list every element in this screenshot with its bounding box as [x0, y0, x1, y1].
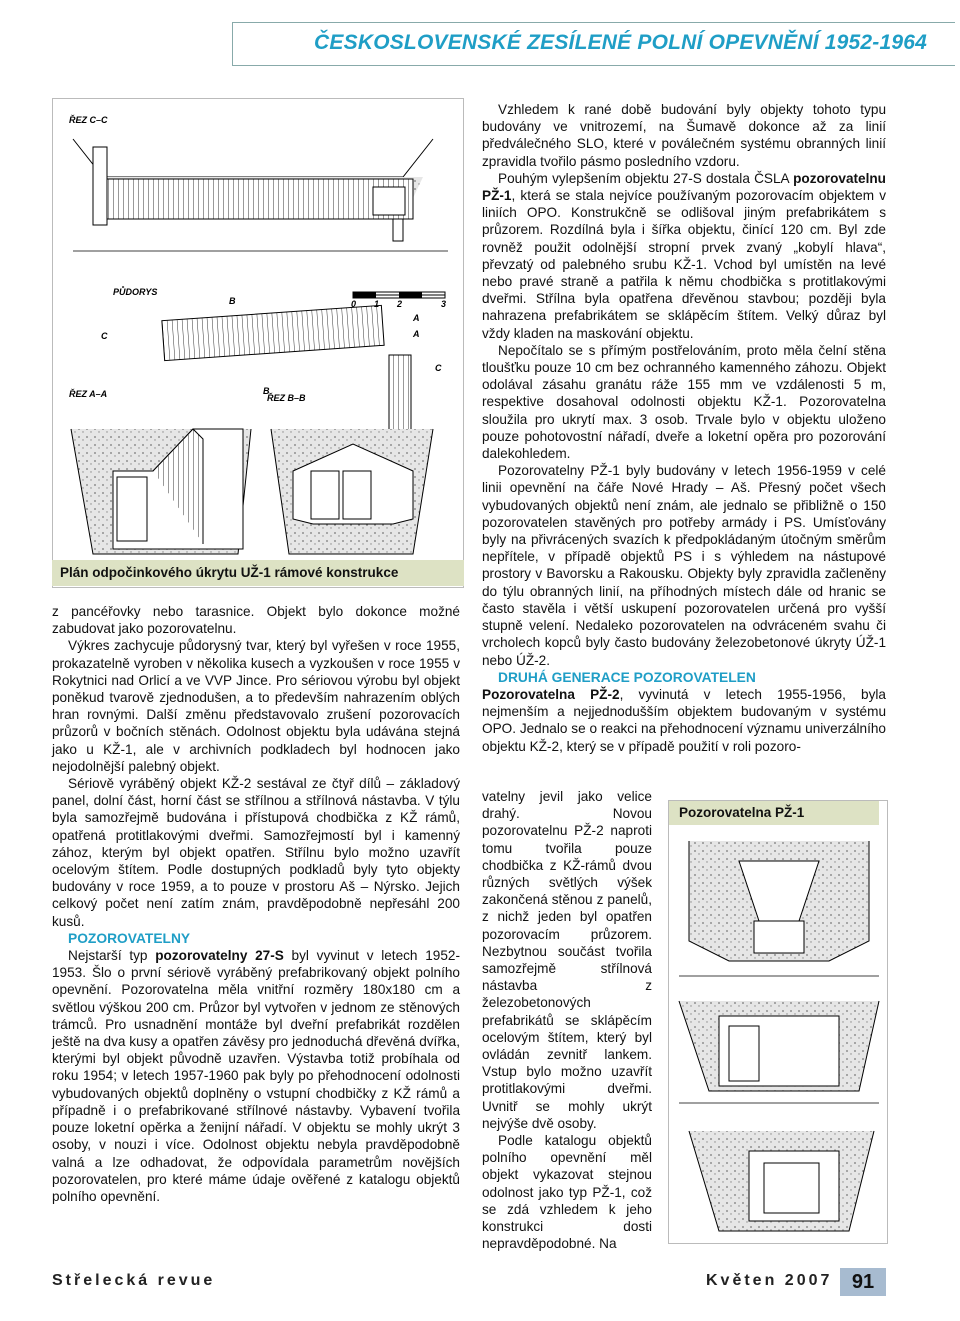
right-column [482, 101, 886, 755]
paragraph: Nepočítalo se s přímým postřelováním, proto měla čelní stěna tloušťku pouze 10 cm bez ochranného kamenného záhozu. Objekt odolával zásahu granátu ráže 155 mm ve vzdálenosti 5 m, respektive dosahoval odolnosti objektu KŽ-1. Pozorovatelna sloužila pro ukrytí max. 3 osob. Trvale bylo v objektu uloženo pouze pohotovostní nářadí, dveře a loketní opěra pro pozorování dalekohledem. [482, 342, 886, 462]
paragraph: Vzhledem k rané době budování byly objekty tohoto typu budovány ve vnitrozemí, na Šumavě dokonce až za linií předválečného SLO, které v poválečném systému obranných linií zpravidla tvořilo pásmo posledního vzdoru. [482, 102, 886, 169]
paragraph [482, 170, 886, 342]
label-a2: A [413, 329, 420, 339]
pz1-figure-caption: Pozorovatelna PŽ-1 [669, 801, 879, 825]
left-column [52, 603, 460, 1205]
paragraph [52, 947, 460, 1205]
paragraph: Výkres zachycuje půdorysný tvar, který byl vyřešen v roce 1955, prokazatelně vyroben v několika kusech a vyzkoušen v roce 1955 v Rokytnici nad Orlicí a ve VVP Jince. Pro sériovou výrobu byl objekt poněkud tvarově zjednodušen, a to především nahrazením oblých hran rovnými. Další změnu představovalo zrušení pozorovacích průzorů v bočních stěnách. Odolnost objektu byla udávána stejná jako u KŽ-1, ale v archivních podkladech byl hodnocen jako nejodolnější palebný objekt. [52, 638, 460, 774]
label-b1: B [229, 296, 236, 306]
page-number: 91 [840, 1268, 886, 1296]
text-run: , vyvinutá v letech 1955-1956, byla nejmenším a nejjednodušším objektem budovaným v systému OPO. Jednalo se o reakci na přehodnocení významu univerzálního objektu KŽ-2, který se v případě použití v roli pozoro- [482, 686, 886, 754]
label-b2: B [263, 386, 270, 396]
right-column-narrow [482, 788, 652, 1252]
label-a1: A [413, 313, 420, 323]
pz1-drawing [669, 801, 887, 1243]
paragraph: Podle katalogu objektů polního opevnění měl objekt vykazovat stejnou odolnost jako typ PŽ-1, což se zdá vzhledem k jeho konstrukci dosti nepravděpodobné. Na [482, 1133, 652, 1252]
text-run: byl vyvinut v letech 1952-1953. Šlo o první sériově vyráběný prefabrikovaný objekt polního opevnění. Pozorovatelna měla vnitřní rozměry 180x180 cm a světlou výškou 200 cm. Průzor byl vytvořen v jednom ze stěnových trámců. Pro usnadnění montáže byl dveřní prefabrikát rozdělen ještě na dva kusy a opatřen závěsy pro jednoduchá dřevěná dvířka, kterými byl objekt původně uzavřen. Výstavba totiž probíhala od roku 1954; v letech 1957-1960 pak byly po přehodnocení odolnosti vybudovaných objektů doplněny o vstupní chodbičky z KŽ rámů a případně i o prefabrikované střílnové nástavby. Vybavení tvořila pouze loketní opěrka a ženijní nářadí. V objektu se mohly ukrýt 3 osoby, v nouzi i více. Odolnost objektu nebyla pravděpodobně valná a lze odhadovat, že odpovídala parametrům novějších pozorovatelen, pro které máme údaje ověřené z katalogu objektů polního opevnění. [52, 948, 460, 1204]
paragraph: Sériově vyráběný objekt KŽ-2 sestával ze čtyř dílů – základový panel, dolní část, horní část se střílnou a střílnová nástavba. V týlu byla samozřejmě budována i přístupová chodbička z KŽ rámů, opatřená protitlakovými dveřmi. Samozřejmostí byl i kamenný zához, kterým byl objekt opatřen. Střílnu bylo možno uzavřít ocelovým štítem. Podle dostupných podkladů byly tyto objekty budovány v roce 1959, a to pouze v prostoru Aš – Nýrsko. Jejich celkový počet není zatím znám, pravděpodobně nepřesáhl 200 kusů. [52, 776, 460, 929]
scale-1: 1 [374, 299, 380, 309]
bold-term: pozorovatelny 27-S [155, 948, 284, 964]
pz1-figure [668, 800, 888, 1244]
label-rez-aa: ŘEZ A–A [69, 389, 108, 399]
label-rez-bb: ŘEZ B–B [267, 393, 306, 403]
footer-issue-date: Květen 2007 [706, 1272, 833, 1289]
paragraph: vatelny jevil jako velice drahý. Novou pozorovatelnu PŽ-2 naproti tomu tvořila pouze chodbička z KŽ-rámů dvou různých světlých výšek zakončená stěnou z panelů, z nichž jeden byl opatřen pozorovacím průzorem. Nezbytnou součást tvořila samozřejmě střílnová nástavba z železobetonových prefabrikátů se sklápěcím ocelovým štítem, který byl ovládán zevnitř lankem. Vstup bylo možno uzavřít protitlakovými dveřmi. Uvnitř se mohly ukrýt nejvýše dvě osoby. [482, 789, 652, 1131]
bold-term: Pozorovatelna PŽ-2 [482, 686, 620, 702]
footer-magazine-name: Střelecká revue [52, 1272, 216, 1289]
label-rez-cc: ŘEZ C–C [69, 115, 108, 125]
bold-term: pozorovatelnu PŽ-1 [482, 170, 886, 204]
paragraph: Pozorovatelny PŽ-1 byly budovány v letech 1956-1959 v celé linii opevnění na čáře Nové Hrady – Aš. Přesný počet všech vybudovaných objektů není znám, ale jednalo se přibližně o 150 pozorovatelen stavěných pro potřeby armády i PS. Umísťovány byly na přivrácených svazích k předpokládaným útočným směrům nepřítele, v případě objektů PS i s výhledem na nástupové prostory v Bavorsku a Rakousku. Objekty byly zpravidla začleněny do týlu obranných linií, na příhodných místech dále od hranic se často stavěla i větší uskupení pozorovatelen určená pro vyšší stupně velení. Nedaleko pozorovatelen na odvráceném svahu či vrcholech kopců byly často budovány železobetonové úkryty ÚŽ-1 nebo ÚŽ-2. [482, 463, 886, 668]
label-c2: C [435, 363, 442, 373]
section-heading-druha-generace: DRUHÁ GENERACE POZOROVATELEN [498, 669, 756, 685]
text-run: Pouhým vylepšením objektu 27-S dostala ČSLA [498, 170, 794, 186]
label-podorys: PŮDORYS [113, 287, 158, 297]
scale-2: 2 [397, 299, 403, 309]
paragraph: z pancéřovky nebo tarasnice. Objekt bylo dokonce možné zabudovat jako pozorovatelnu. [52, 604, 460, 637]
page-header [232, 22, 955, 66]
scale-0: 0 [351, 299, 357, 309]
text-run: , která se stala nejvíce používaným pozorovacím objektem v liniích OPO. Konstrukčně se odlišoval jiným prefabrikátem s průzorem. Rozdílná byla i šířka objektu, činící 120 cm. Byl zde rovněž použit odolnější stropní prvek zvaný „kobylí hlava“, převzatý od palebného srubu KŽ-1. Vchod byl umístěn na levé nebo pravé straně a patřila k němu chodbička s protitlakovými dveřmi. Střílna byla opatřena dřevěnou stavbou; později byla nahrazena prefabrikátem se sklápěcím štítem. Velký důraz byl vždy kladen na maskování objektu. [482, 188, 886, 341]
plan-drawing [53, 99, 463, 587]
header-title: ČESKOSLOVENSKÉ ZESÍLENÉ POLNÍ OPEVNĚNÍ 1952-1964 [314, 31, 927, 54]
section-heading-pozorovatelny: POZOROVATELNY [68, 930, 191, 946]
label-c1: C [101, 331, 108, 341]
scale-3: 3 [441, 299, 447, 309]
paragraph [482, 686, 886, 755]
text-run: Nejstarší typ [68, 948, 156, 964]
plan-figure-caption: Plán odpočinkového úkrytu UŽ-1 rámové konstrukce [52, 560, 464, 586]
plan-figure [52, 98, 464, 588]
